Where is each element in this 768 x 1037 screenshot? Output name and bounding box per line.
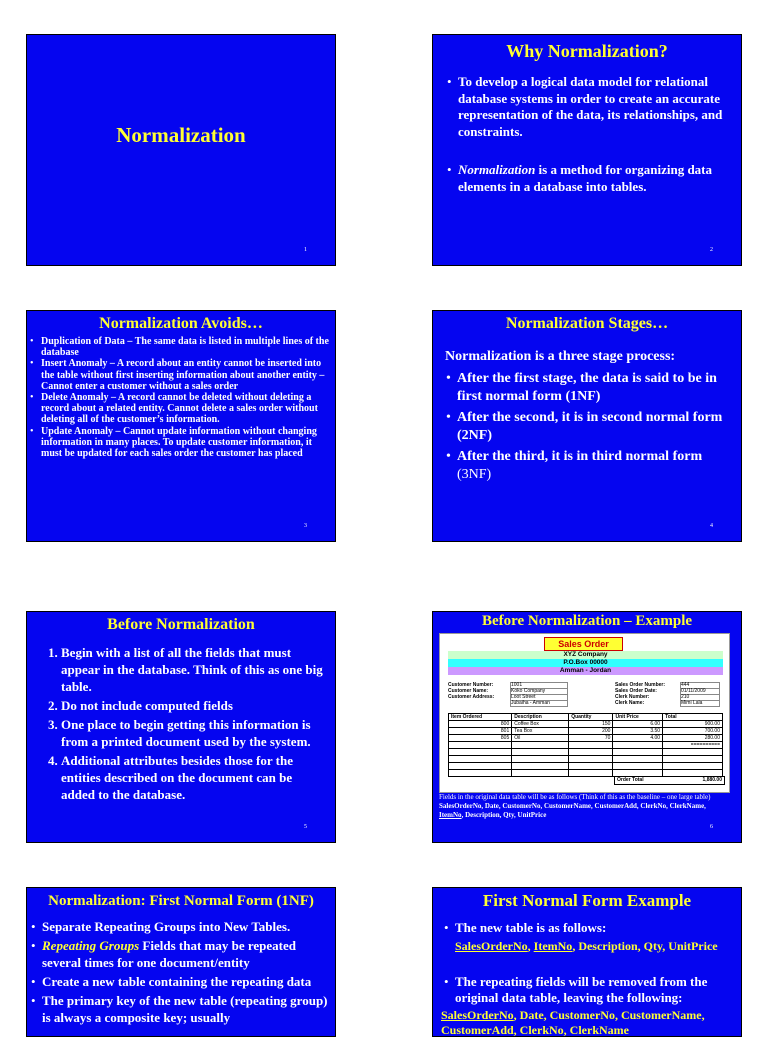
field-separator: , bbox=[528, 939, 534, 953]
sales-order-form bbox=[439, 633, 730, 793]
table-cell: 900.00 bbox=[663, 721, 723, 728]
bullet-item: • After the first stage, the data is said to be in first normal form (1NF) bbox=[457, 370, 733, 406]
slide-title: Normalization: First Normal Form (1NF) bbox=[27, 893, 335, 910]
numbered-item: 2. Do not include computed fields bbox=[61, 697, 325, 714]
company-name: XYZ Company bbox=[448, 651, 723, 659]
table-row bbox=[449, 735, 723, 742]
order-total-box bbox=[614, 776, 725, 785]
bullet-item: • After the second, it is in second normal form (2NF) bbox=[457, 409, 733, 445]
company-city: Amman - Jordan bbox=[448, 667, 723, 675]
table-cell: 70 bbox=[569, 735, 613, 742]
table-row bbox=[449, 763, 723, 770]
bullet-item bbox=[457, 448, 733, 484]
bullet-tail: (3NF) bbox=[457, 467, 491, 482]
field-value: Koko Company bbox=[510, 688, 568, 695]
table-cell: 800 bbox=[449, 721, 512, 728]
note-item-key: ItemNo bbox=[439, 811, 462, 819]
table-row bbox=[449, 756, 723, 763]
field-label: Customer Number: bbox=[448, 682, 510, 688]
table-cell: 200 bbox=[569, 728, 613, 735]
field-value: Loot Street bbox=[510, 694, 568, 701]
field-label: Sales Order Number: bbox=[615, 682, 680, 688]
column-header: Description bbox=[512, 714, 569, 721]
form-heading: Sales Order bbox=[544, 637, 623, 651]
table-cell bbox=[613, 756, 663, 763]
table-cell bbox=[613, 763, 663, 770]
slide-6 bbox=[432, 611, 742, 843]
table-row bbox=[449, 749, 723, 756]
bullet-item: • Duplication of Data – The same data is listed in multiple lines of the database bbox=[41, 336, 331, 358]
table-header-row bbox=[449, 714, 723, 721]
slide-title: Before Normalization bbox=[27, 616, 335, 634]
table-cell bbox=[449, 749, 512, 756]
field-list: , Date, CustomerNo, CustomerName, CustomerAdd, ClerkNo, ClerkName bbox=[441, 1008, 705, 1037]
table-cell: 805 bbox=[449, 735, 512, 742]
field-label: Customer Name: bbox=[448, 688, 510, 694]
table-cell: Coffee Box bbox=[512, 721, 569, 728]
slide-title: Normalization Stages… bbox=[433, 315, 741, 333]
bullet-item: • Separate Repeating Groups into New Tables. bbox=[42, 918, 329, 935]
table-cell bbox=[512, 756, 569, 763]
slide-title: Why Normalization? bbox=[433, 41, 741, 62]
column-header: Quantity bbox=[569, 714, 613, 721]
key-field: SalesOrderNo bbox=[455, 939, 528, 953]
table-cell: 280.00 bbox=[663, 735, 723, 742]
field-value: Jubaiha - Amman bbox=[510, 700, 568, 707]
table-cell bbox=[569, 749, 613, 756]
note-fields: SalesOrderNo, Date, CustomerNo, CustomerName, CustomerAdd, ClerkNo, ClerkName, bbox=[439, 802, 706, 810]
slide-title: Before Normalization – Example bbox=[433, 613, 741, 630]
numbered-item: 3. One place to begin getting this information is from a printed document used by the system. bbox=[61, 716, 325, 750]
customer-block bbox=[448, 682, 568, 706]
slide-number: 3 bbox=[304, 523, 307, 529]
field-value: 01/11/2009 bbox=[680, 688, 720, 695]
table-cell: 6.00 bbox=[613, 721, 663, 728]
column-header: Unit Price bbox=[613, 714, 663, 721]
field-value: 1001 bbox=[510, 682, 568, 689]
table-cell: 4.00 bbox=[613, 735, 663, 742]
slide-number: 1 bbox=[304, 247, 307, 253]
table-row bbox=[449, 728, 723, 735]
field-value: 444 bbox=[680, 682, 720, 689]
table-row bbox=[449, 721, 723, 728]
key-field: SalesOrderNo bbox=[441, 1008, 514, 1022]
bullet-item: • Create a new table containing the repeating data bbox=[42, 973, 329, 990]
table-cell: ========== bbox=[663, 742, 723, 749]
table-cell bbox=[512, 749, 569, 756]
slide-4 bbox=[432, 310, 742, 542]
bullet-list bbox=[455, 920, 735, 937]
table-cell bbox=[569, 756, 613, 763]
bullet-item bbox=[458, 162, 731, 195]
field-value: 210 bbox=[680, 694, 720, 701]
bullet-text: is a method for organizing data elements in a database into tables. bbox=[458, 162, 712, 194]
bullet-text: After the third, it is in third normal form bbox=[457, 449, 702, 464]
slide-5 bbox=[26, 611, 336, 843]
numbered-list bbox=[61, 644, 325, 803]
bullet-list bbox=[455, 974, 735, 1007]
field-label: Sales Order Date: bbox=[615, 688, 680, 694]
bullet-list bbox=[458, 74, 731, 195]
table-cell bbox=[449, 756, 512, 763]
field-label: Customer Address: bbox=[448, 694, 510, 700]
table-cell bbox=[569, 770, 613, 777]
bullet-list bbox=[41, 336, 331, 459]
slide-number: 6 bbox=[710, 824, 713, 830]
table-cell bbox=[569, 742, 613, 749]
bullet-term: Normalization bbox=[458, 162, 535, 177]
table-cell bbox=[512, 763, 569, 770]
table-cell bbox=[569, 763, 613, 770]
column-header: Total bbox=[663, 714, 723, 721]
table-cell bbox=[449, 770, 512, 777]
bullet-list bbox=[457, 370, 733, 484]
slide-2 bbox=[432, 34, 742, 266]
table-cell bbox=[512, 770, 569, 777]
note-fields-rest: , Description, Qty, UnitPrice bbox=[462, 811, 547, 819]
table-cell: Oil bbox=[512, 735, 569, 742]
bullet-text: Fields that may be repeated several times for one document/entity bbox=[42, 938, 296, 970]
slide-number: 4 bbox=[710, 523, 713, 529]
table-cell: 801 bbox=[449, 728, 512, 735]
bullet-item: • Insert Anomaly – A record about an entity cannot be inserted into the table without first inserting information about another entity – Cannot enter a customer without a sales order bbox=[41, 358, 331, 392]
bullet-item: • The repeating fields will be removed from the original data table, leaving the following: bbox=[455, 974, 735, 1007]
field-value: Mimi Lala bbox=[680, 700, 720, 707]
numbered-item: 4. Additional attributes besides those for the entities described on the document can be added to the database. bbox=[61, 752, 325, 803]
note-text: Fields in the original data table will be as follows (Think of this as the baseline – one large table) bbox=[439, 793, 710, 801]
bullet-list bbox=[42, 918, 329, 1026]
bullet-item: • The new table is as follows: bbox=[455, 920, 735, 937]
column-header: Item Ordered bbox=[449, 714, 512, 721]
table-cell bbox=[613, 742, 663, 749]
numbered-item: 1. Begin with a list of all the fields that must appear in the database. Think of this as one big table. bbox=[61, 644, 325, 695]
slide-7 bbox=[26, 887, 336, 1037]
table-cell: Tea Box bbox=[512, 728, 569, 735]
bullet-item bbox=[458, 74, 731, 140]
table-cell: 150 bbox=[569, 721, 613, 728]
slide-1 bbox=[26, 34, 336, 266]
slide-title: Normalization Avoids… bbox=[27, 315, 335, 333]
bullet-item bbox=[42, 937, 329, 971]
bullet-item: • The primary key of the new table (repeating group) is always a composite key; usually bbox=[42, 992, 329, 1026]
slide-number: 5 bbox=[304, 824, 307, 830]
table-cell bbox=[613, 749, 663, 756]
slide-title: First Normal Form Example bbox=[433, 891, 741, 911]
table-cell: 3.50 bbox=[613, 728, 663, 735]
table-cell: 700.00 bbox=[663, 728, 723, 735]
fields-note bbox=[439, 793, 735, 820]
bullet-text: To develop a logical data model for relational database systems in order to create an accurate representation of the data, its relationships, and constraints. bbox=[458, 74, 722, 139]
field-list: , Description, Qty, UnitPrice bbox=[572, 939, 717, 953]
items-table bbox=[448, 713, 723, 777]
table-cell bbox=[663, 749, 723, 756]
order-total-label: Order Total bbox=[617, 777, 644, 784]
slide-8 bbox=[432, 887, 742, 1037]
key-field: ItemNo bbox=[534, 939, 573, 953]
lead-text: Normalization is a three stage process: bbox=[445, 349, 733, 365]
bullet-item: • Delete Anomaly – A record cannot be deleted without deleting a record about a related entity. Cannot delete a sales order without deleting all of the customer’s information. bbox=[41, 392, 331, 426]
bullet-item: • Update Anomaly – Cannot update information without changing information in many places. To update customer information, it must be updated for each sales order the customer has placed bbox=[41, 426, 331, 460]
slide-number: 2 bbox=[710, 247, 713, 253]
field-label: Clerk Name: bbox=[615, 700, 680, 706]
table-cell bbox=[663, 763, 723, 770]
original-table-fields bbox=[441, 1008, 741, 1037]
company-pobox: P.O.Box 00000 bbox=[448, 659, 723, 667]
bullet-term: Repeating Groups bbox=[42, 938, 139, 953]
order-block bbox=[615, 682, 735, 706]
table-cell bbox=[449, 763, 512, 770]
order-total-value: 1,880.00 bbox=[703, 777, 722, 784]
table-cell bbox=[449, 742, 512, 749]
table-cell bbox=[663, 756, 723, 763]
table-cell bbox=[512, 742, 569, 749]
new-table-fields bbox=[455, 939, 741, 954]
slide-title: Normalization bbox=[27, 123, 335, 148]
slide-3 bbox=[26, 310, 336, 542]
table-row bbox=[449, 742, 723, 749]
field-label: Clerk Number: bbox=[615, 694, 680, 700]
